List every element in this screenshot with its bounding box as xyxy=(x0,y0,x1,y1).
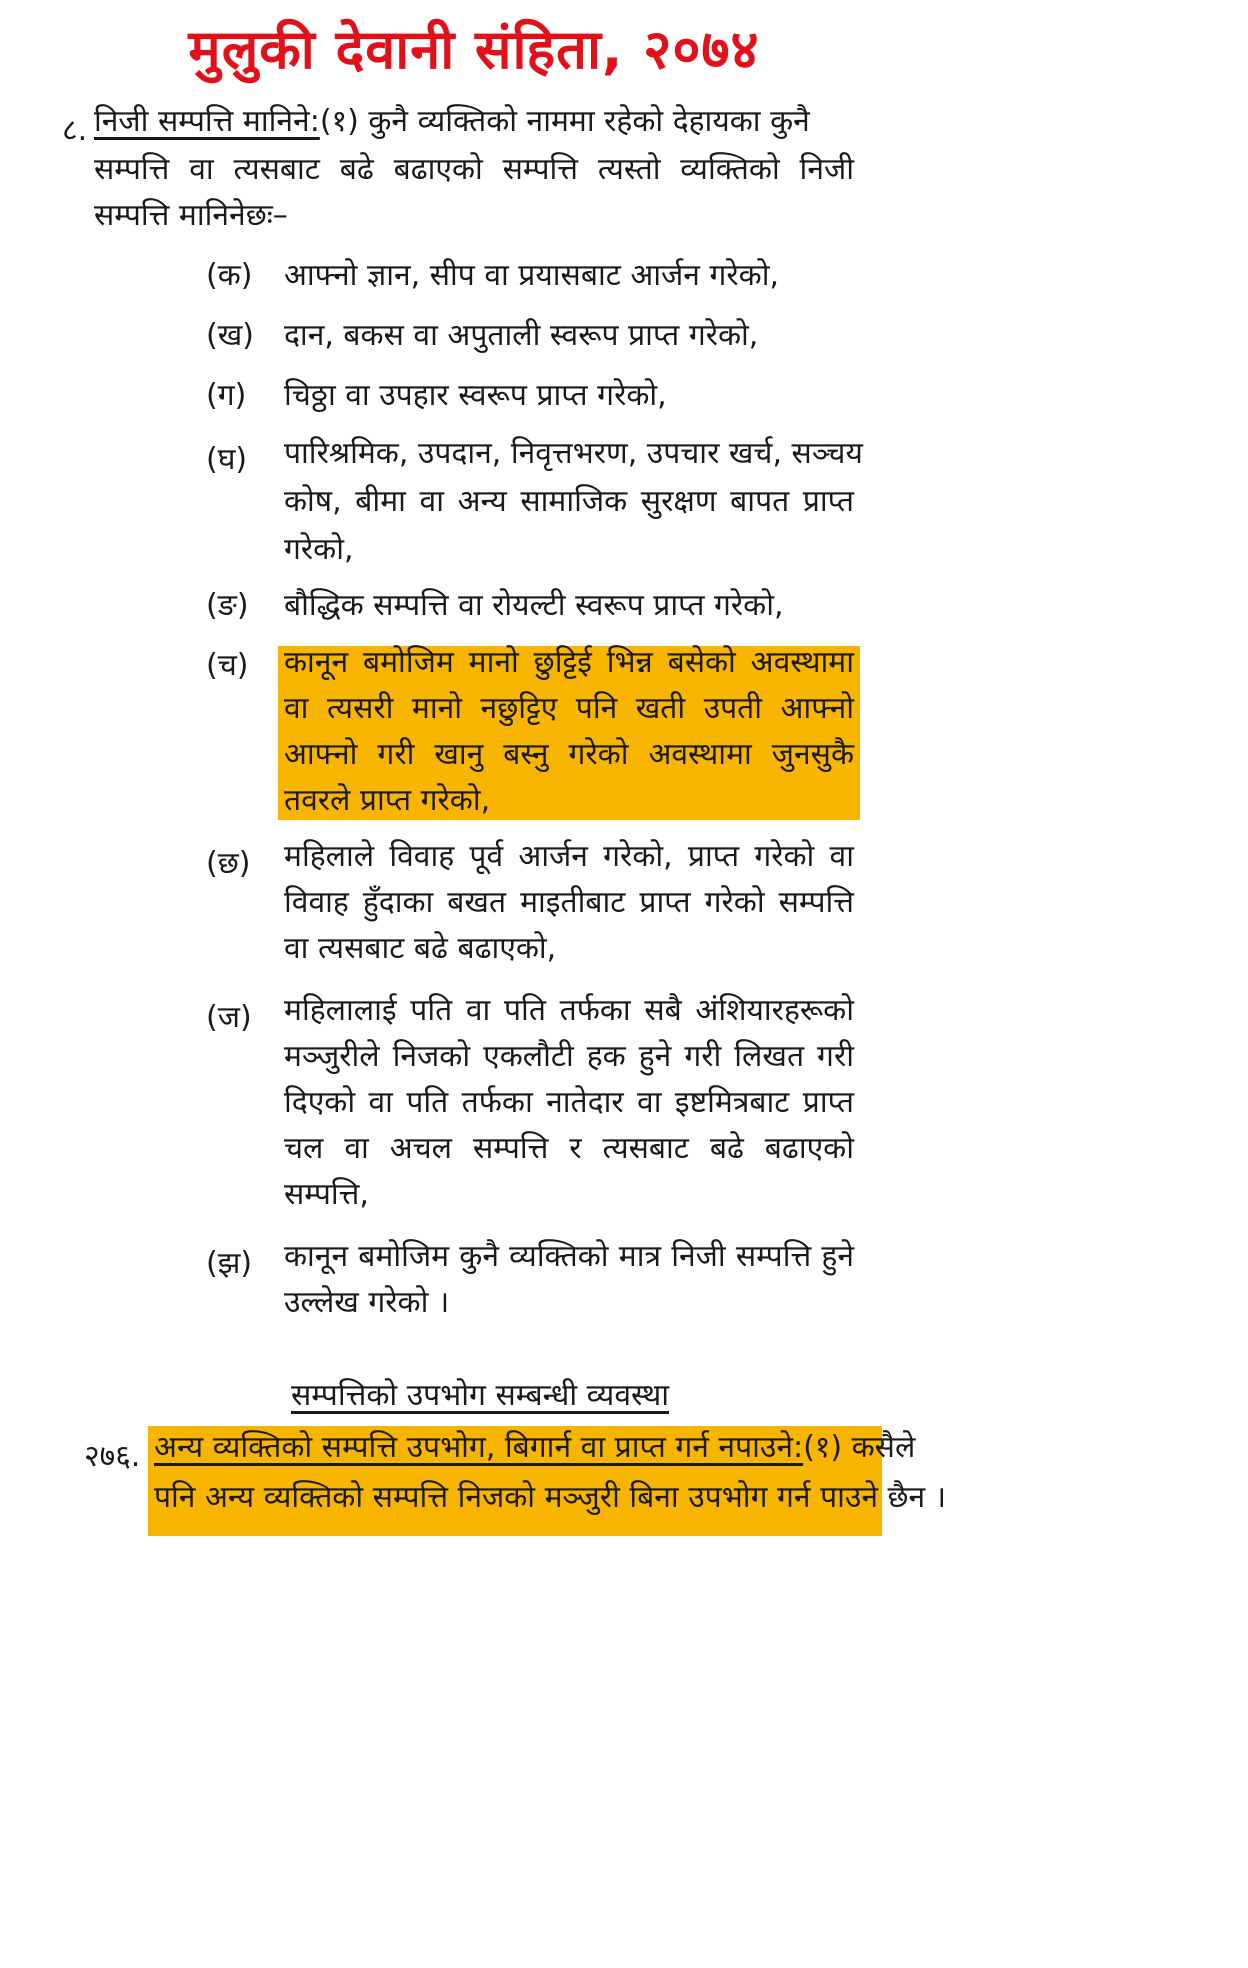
list-item-line: मञ्जुरीले निजको एकलौटी हक हुने गरी लिखत गरी xyxy=(284,1039,854,1074)
list-item-line: दिएको वा पति तर्फका नातेदार वा इष्टमित्रबाट प्राप्त xyxy=(284,1085,854,1120)
item-marker: (झ) xyxy=(206,1246,253,1281)
list-item-line: महिलालाई पति वा पति तर्फका सबै अंशियारहरूको xyxy=(284,993,854,1028)
item-marker: (घ) xyxy=(206,442,248,477)
subheading-text: सम्पत्तिको उपभोग सम्बन्धी व्यवस्था xyxy=(290,1378,670,1413)
item-marker: (च) xyxy=(206,648,249,683)
list-item-line: विवाह हुँदाका बखत माइतीबाट प्राप्त गरेको सम्पत्ति xyxy=(284,885,854,920)
section2-line-1 xyxy=(154,1424,916,1472)
list-item-line: वा त्यसबाट बढे बढाएको, xyxy=(284,931,557,966)
list-item-line: चिठ्ठा वा उपहार स्वरूप प्राप्त गरेको, xyxy=(284,378,667,413)
list-item-line: कोष, बीमा वा अन्य सामाजिक सुरक्षण बापत प्राप्त xyxy=(284,484,854,519)
item-marker: (ङ) xyxy=(206,588,249,623)
list-item xyxy=(284,246,854,306)
list-item-line: कानून बमोजिम कुनै व्यक्तिको मात्र निजी सम्पत्ति हुने xyxy=(284,1239,854,1274)
list-item-line: सम्पत्ति, xyxy=(284,1177,369,1212)
list-item-line: आफ्नो गरी खानु बस्नु गरेको अवस्थामा जुनसुकै xyxy=(284,737,854,772)
item-marker: (ख) xyxy=(206,318,254,353)
item-marker: (ग) xyxy=(206,378,247,413)
section2-heading: अन्य व्यक्तिको सम्पत्ति उपभोग, बिगार्न वा प्राप्त गर्न नपाउने: xyxy=(154,1430,804,1465)
section-number: ८. xyxy=(62,113,88,148)
list-item-line: तवरले प्राप्त गरेको, xyxy=(284,783,491,818)
list-item xyxy=(284,834,854,972)
list-item xyxy=(284,1234,854,1326)
section-intro-text: (१) कुनै व्यक्तिको नाममा रहेको देहायका कुनै xyxy=(319,104,810,139)
item-marker: (छ) xyxy=(206,846,251,881)
list-item-line: उल्लेख गरेको । xyxy=(284,1285,450,1320)
list-item-line: पारिश्रमिक, उपदान, निवृत्तभरण, उपचार खर्च, सञ्चय xyxy=(284,436,863,471)
section2-text: (१) कसैले xyxy=(803,1430,916,1465)
list-item-line: चल वा अचल सम्पत्ति र त्यसबाट बढे बढाएको xyxy=(284,1131,854,1166)
list-item-line: गरेको, xyxy=(284,532,354,567)
list-item xyxy=(284,366,854,426)
section2-line-2: पनि अन्य व्यक्तिको सम्पत्ति निजको मञ्जुरी बिना उपभोग गर्न पाउने छैन । xyxy=(154,1480,947,1515)
section-intro-line-3: सम्पत्ति मानिनेछः– xyxy=(94,198,288,233)
list-item-line: महिलाले विवाह पूर्व आर्जन गरेको, प्राप्त गरेको वा xyxy=(284,839,854,874)
list-item xyxy=(284,988,854,1218)
list-item xyxy=(284,576,854,636)
page-title: मुलुकी देवानी संहिता, २०७४ xyxy=(188,18,760,81)
section-number: २७६. xyxy=(84,1439,141,1474)
list-item-line: आफ्नो ज्ञान, सीप वा प्रयासबाट आर्जन गरेको, xyxy=(284,258,779,293)
list-item-highlighted xyxy=(284,640,854,824)
section-heading: निजी सम्पत्ति मानिने: xyxy=(94,104,320,139)
item-marker: (क) xyxy=(206,258,253,293)
list-item xyxy=(284,306,854,366)
list-item-line: बौद्धिक सम्पत्ति वा रोयल्टी स्वरूप प्राप्त गरेको, xyxy=(284,588,784,623)
list-item-line: कानून बमोजिम मानो छुट्टिई भिन्न बसेको अवस्थामा xyxy=(284,645,854,680)
subheading xyxy=(260,1366,700,1426)
item-marker: (ज) xyxy=(206,1000,252,1035)
section-intro-line-2: सम्पत्ति वा त्यसबाट बढे बढाएको सम्पत्ति त्यस्तो व्यक्तिको निजी xyxy=(94,152,854,187)
list-item-line: दान, बकस वा अपुताली स्वरूप प्राप्त गरेको, xyxy=(284,318,759,353)
list-item-line: वा त्यसरी मानो नछुट्टिए पनि खती उपती आफ्नो xyxy=(284,691,854,726)
list-item xyxy=(284,430,863,574)
